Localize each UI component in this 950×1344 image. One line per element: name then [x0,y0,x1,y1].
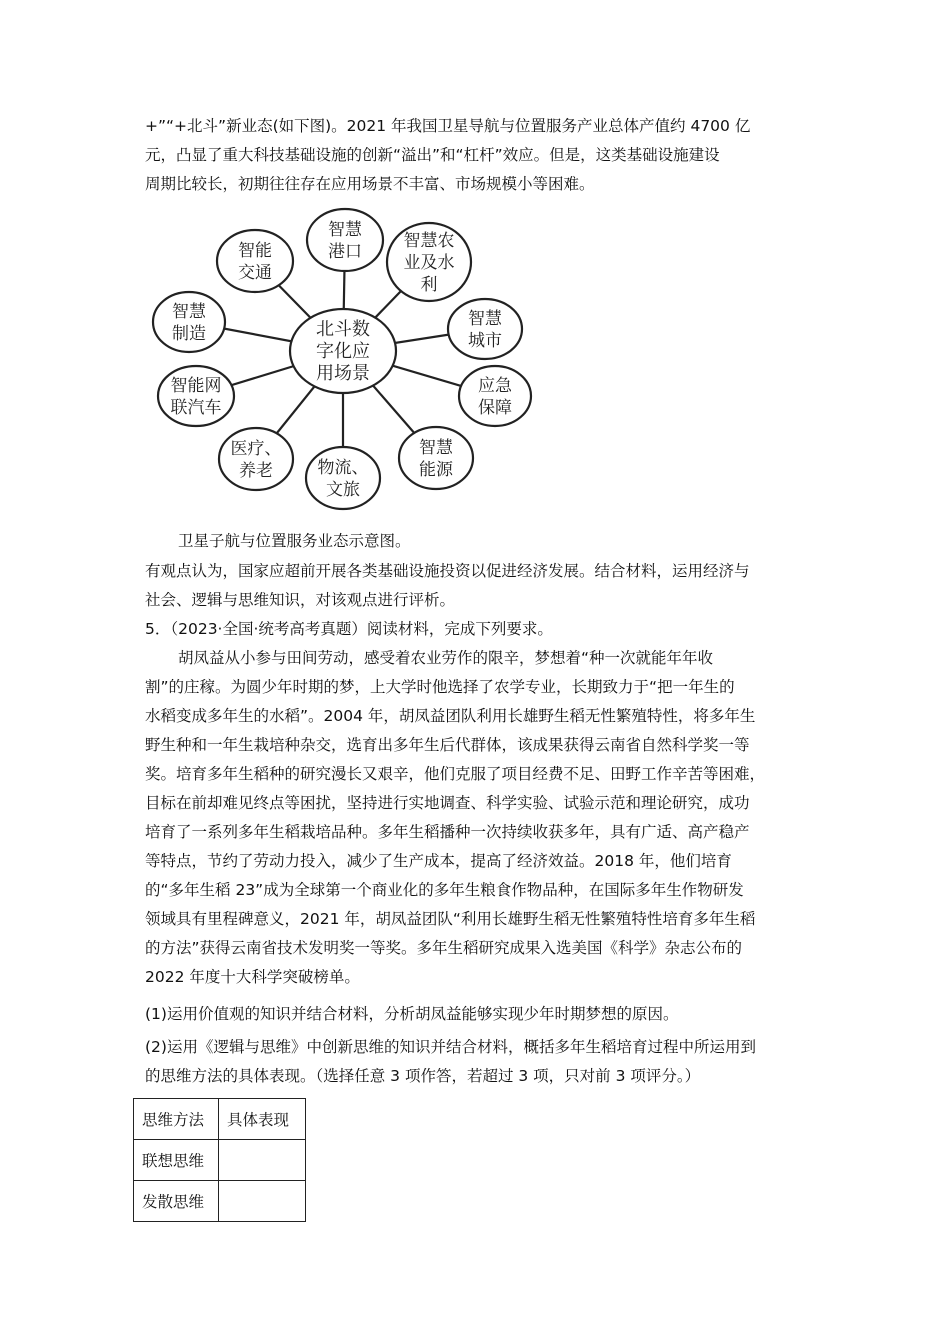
q5-subquestion-1: (1)运用价值观的知识并结合材料，分析胡凤益能够实现少年时期梦想的原因。 [145,1005,679,1023]
node-label: 物流、 [317,458,369,478]
q5-para-line: 领域具有里程碑意义，2021 年，胡凤益团队“利用长雄野生稻无性繁殖特性培育多年生稻 [145,910,756,928]
node-label: 智慧 [172,302,206,322]
node-label: 医疗、 [230,439,282,459]
diagram-caption: 卫星子航与位置服务业态示意图。 [178,532,411,550]
node-label: 智慧 [328,220,362,240]
q5-para-line: 的“多年生稻 23”成为全球第一个商业化的多年生粮食作物品种，在国际多年生作物研发 [145,881,744,899]
q5-subquestion-2-line-2: 的思维方法的具体表现。（选择任意 3 项作答，若超过 3 项，只对前 3 项评分。） [145,1067,701,1085]
diagram-center [290,309,396,393]
node-label: 港口 [328,242,362,262]
q5-para-line: 割”的庄稼。为圆少年时期的梦，上大学时他选择了农学专业，长期致力于“把一年生的 [145,678,735,696]
table-row [134,1181,306,1222]
q5-para-line: 等特点，节约了劳动力投入，减少了生产成本，提高了经济效益。2018 年，他们培育 [145,852,732,870]
intro-line-2: 元，凸显了重大科技基础设施的创新“溢出”和“杠杆”效应。但是，这类基础设施建设 [145,146,720,164]
intro-line-3: 周期比较长，初期往往存在应用场景不丰富、市场规模小等困难。 [145,175,595,193]
diagram-node [459,366,531,426]
q5-para-line: 水稻变成多年生的水稻”。2004 年，胡凤益团队利用长雄野生稻无性繁殖特性，将多年生 [145,707,756,725]
diagram-node [306,447,380,509]
q5-para-line: 培育了一系列多年生稻栽培品种。多年生稻播种一次持续收获多年，具有广适、高产稳产 [145,823,750,841]
node-label: 字化应 [316,341,370,362]
q5-header: 5．（2023·全国·统考高考真题）阅读材料，完成下列要求。 [145,620,553,638]
node-label: 智慧 [468,309,502,329]
node-label: 智慧 [419,438,453,458]
node-label: 制造 [172,324,206,344]
node-label: 交通 [238,263,272,283]
thinking-methods-table [133,1098,306,1222]
diagram-node [158,366,234,426]
node-label: 智能 [238,241,272,261]
node-label: 保障 [478,398,512,418]
prompt-line-1: 有观点认为，国家应超前开展各类基础设施投资以促进经济发展。结合材料，运用经济与 [145,562,750,580]
node-label: 能源 [419,460,453,480]
node-label: 智能网 [170,376,222,396]
node-label: 城市 [468,331,502,351]
table-header-cell: 具体表现 [219,1099,306,1140]
q5-para-line: 2022 年度十大科学突破榜单。 [145,968,360,986]
q5-para-line: 目标在前却难见终点等困扰，坚持进行实地调查、科学实验、试验示范和理论研究，成功 [145,794,750,812]
table-header-row [134,1099,306,1140]
diagram-node [219,428,293,490]
q5-subquestion-2-line-1: (2)运用《逻辑与思维》中创新思维的知识并结合材料，概括多年生稻培育过程中所运用到 [145,1038,756,1056]
diagram-node [448,299,522,359]
intro-line-1: +”“+北斗”新业态(如下图)。2021 年我国卫星导航与位置服务产业总体产值约 4700 亿 [145,117,751,135]
node-label: 智慧农 [403,231,455,251]
node-label: 文旅 [326,480,360,500]
prompt-line-2: 社会、逻辑与思维知识，对该观点进行评析。 [145,591,456,609]
table-row [134,1140,306,1181]
node-label: 联汽车 [170,398,222,418]
q5-para-line: 奖。培育多年生稻种的研究漫长又艰辛，他们克服了项目经费不足、田野工作辛苦等困难， [145,765,766,783]
node-label: 养老 [239,461,273,481]
diagram-node [387,223,471,301]
diagram-node [307,209,383,271]
table-cell-method: 联想思维 [134,1140,219,1181]
diagram-node [217,230,293,292]
table-cell-answer[interactable] [219,1140,306,1181]
diagram-node [399,427,473,489]
node-label: 应急 [478,376,512,396]
table-header-cell: 思维方法 [134,1099,219,1140]
node-label: 业及水 [403,253,455,273]
table-cell-method: 发散思维 [134,1181,219,1222]
beidou-application-diagram [150,205,540,515]
node-label: 利 [420,275,438,295]
q5-para-line: 胡凤益从小参与田间劳动，感受着农业劳作的限辛，梦想着“种一次就能年年收 [178,649,714,667]
table-cell-answer[interactable] [219,1181,306,1222]
node-label: 用场景 [316,363,370,384]
diagram-node [153,292,225,352]
q5-para-line: 野生种和一年生栽培种杂交，选育出多年生后代群体，该成果获得云南省自然科学奖一等 [145,736,750,754]
q5-para-line: 的方法”获得云南省技术发明奖一等奖。多年生稻研究成果入选美国《科学》杂志公布的 [145,939,743,957]
node-label: 北斗数 [316,319,370,340]
